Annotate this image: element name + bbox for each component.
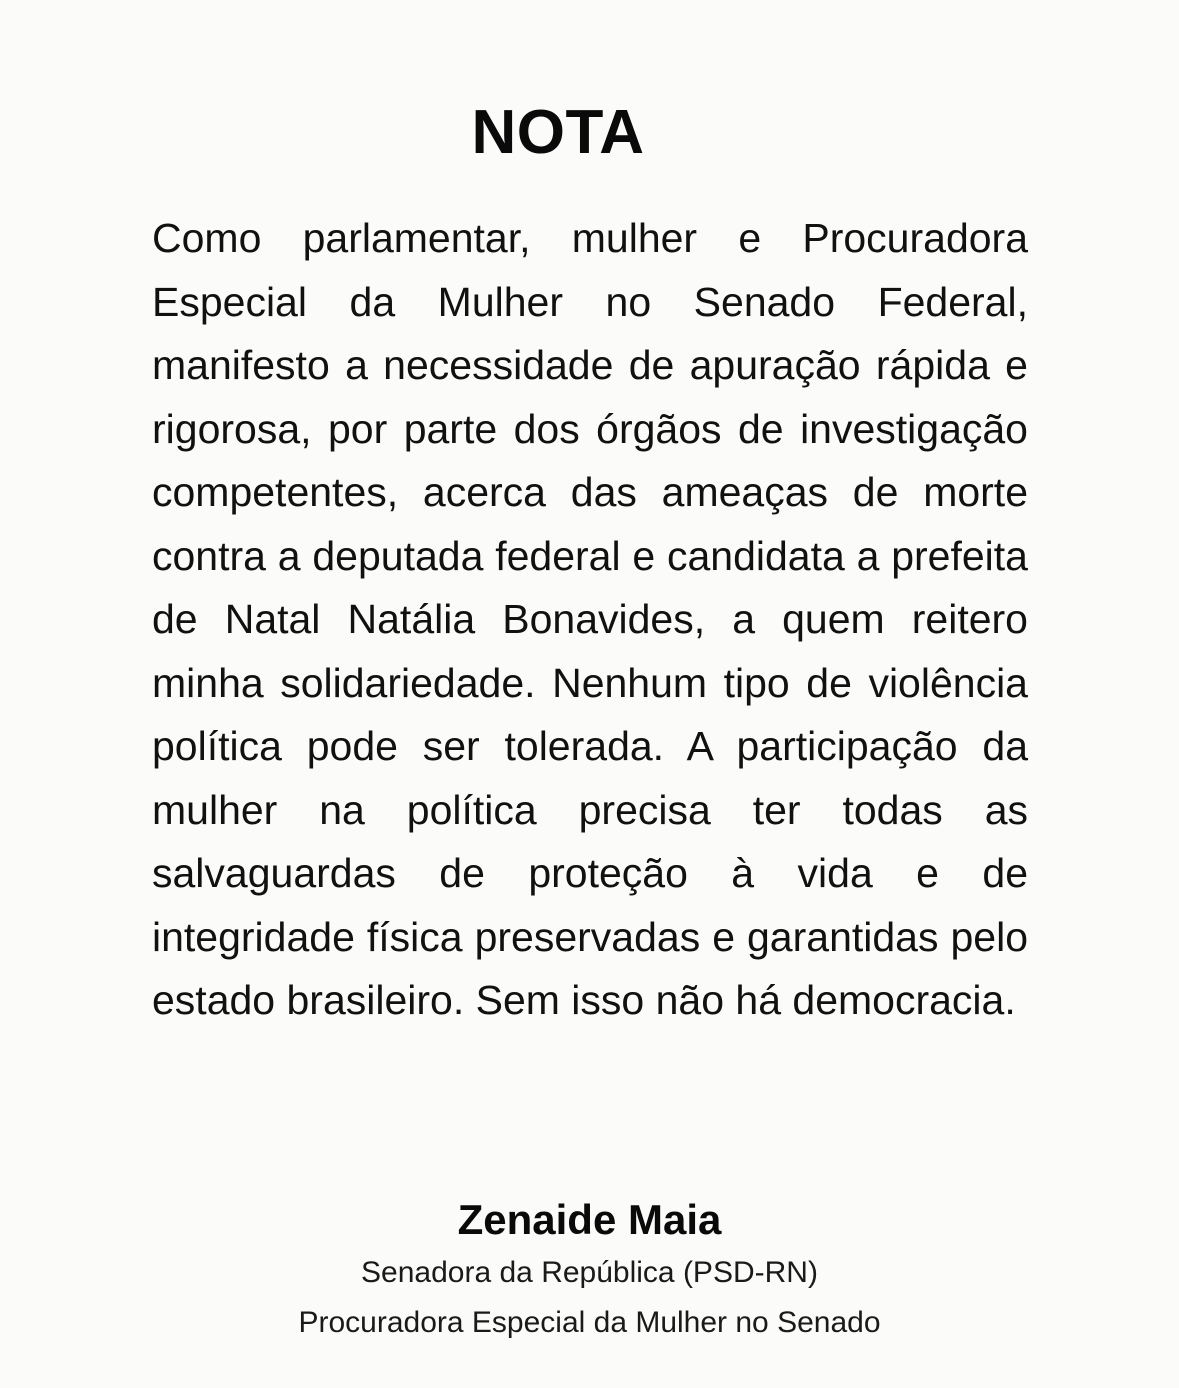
signature-block bbox=[0, 1192, 1179, 1348]
statement-body: Como parlamentar, mulher e Procuradora Especial da Mulher no Senado Federal, manifesto a necessidade de apuração rápida e rigorosa, por parte dos órgãos de investigação competentes, acerca das ameaças de morte contra a deputada federal e candidata a prefeita de Natal Natália Bonavides, a quem reitero minha solidariedade. Nenhum tipo de violência política pode ser tolerada. A participação da mulher na política precisa ter todas as salvaguardas de proteção à vida e de integridade física preservadas e garantidas pelo estado brasileiro. Sem isso não há democracia. bbox=[152, 215, 1028, 1023]
signatory-office: Procuradora Especial da Mulher no Senado bbox=[298, 1306, 881, 1339]
signatory-role: Senadora da República (PSD-RN) bbox=[361, 1256, 818, 1289]
page-title: NOTA bbox=[471, 98, 645, 167]
signatory-name: Zenaide Maia bbox=[457, 1196, 722, 1243]
